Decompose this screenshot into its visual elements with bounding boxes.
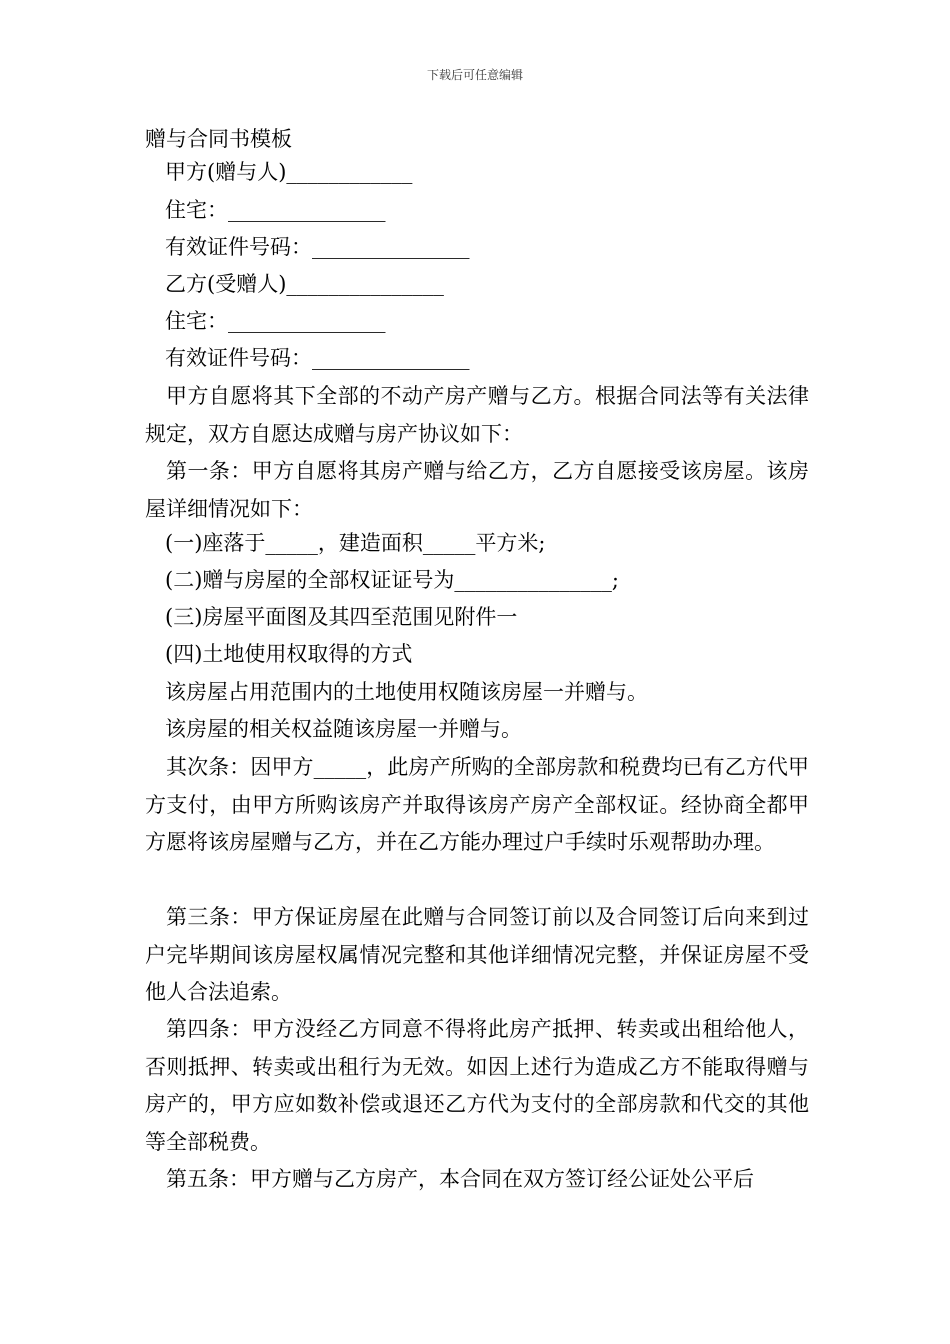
item-1-location: (一)座落于_____，建造面积_____平方米;	[165, 531, 546, 555]
item-3-floor-plan: (三)房屋平面图及其四至范围见附件一	[165, 605, 518, 629]
item-4-land-use: (四)土地使用权取得的方式	[165, 642, 413, 666]
party-b-line: 乙方(受赠人)_______________	[165, 272, 444, 296]
document-title: 赠与合同书模板	[145, 127, 292, 151]
header-note: 下载后可任意编辑	[426, 68, 523, 82]
party-a-id-line: 有效证件号码：_______________	[165, 235, 470, 259]
party-a-address-line: 住宅：_______________	[165, 198, 386, 222]
land-use-statement: 该房屋占用范围内的土地使用权随该房屋一并赠与。	[165, 680, 648, 704]
article-3-paragraph: 第三条：甲方保证房屋在此赠与合同签订前以及合同签订后向来到过户完毕期间该房屋权属情况完整和其他详细情况完整，并保证房屋不受他人合法追索。	[145, 905, 809, 1004]
party-b-id-line: 有效证件号码：_______________	[165, 346, 470, 370]
article-1-paragraph: 第一条：甲方自愿将其房产赠与给乙方，乙方自愿接受该房屋。该房屋详细情况如下：	[145, 459, 809, 521]
article-4-paragraph: 第四条：甲方没经乙方同意不得将此房产抵押、转卖或出租给他人，否则抵押、转卖或出租行为无效。如因上述行为造成乙方不能取得赠与房产的，甲方应如数补偿或退还乙方代为支付的全部房款和代交的其他等全部税费。	[145, 1017, 809, 1154]
rights-statement: 该房屋的相关权益随该房屋一并赠与。	[165, 717, 522, 741]
article-5-paragraph: 第五条：甲方赠与乙方房产，本合同在双方签订经公证处公平后	[166, 1167, 754, 1191]
article-2-paragraph: 其次条：因甲方_____，此房产所购的全部房款和税费均已有乙方代甲方支付，由甲方所购该房产并取得该房产房产全部权证。经协商全都甲方愿将该房屋赠与乙方，并在乙方能办理过户手续时乐观帮助办理。	[145, 755, 809, 854]
intro-paragraph: 甲方自愿将其下全部的不动产房产赠与乙方。根据合同法等有关法律规定，双方自愿达成赠与房产协议如下：	[145, 384, 809, 446]
party-b-address-line: 住宅：_______________	[165, 309, 386, 333]
party-a-line: 甲方(赠与人)____________	[165, 160, 413, 184]
item-2-certificate: (二)赠与房屋的全部权证证号为_______________;	[165, 568, 619, 592]
